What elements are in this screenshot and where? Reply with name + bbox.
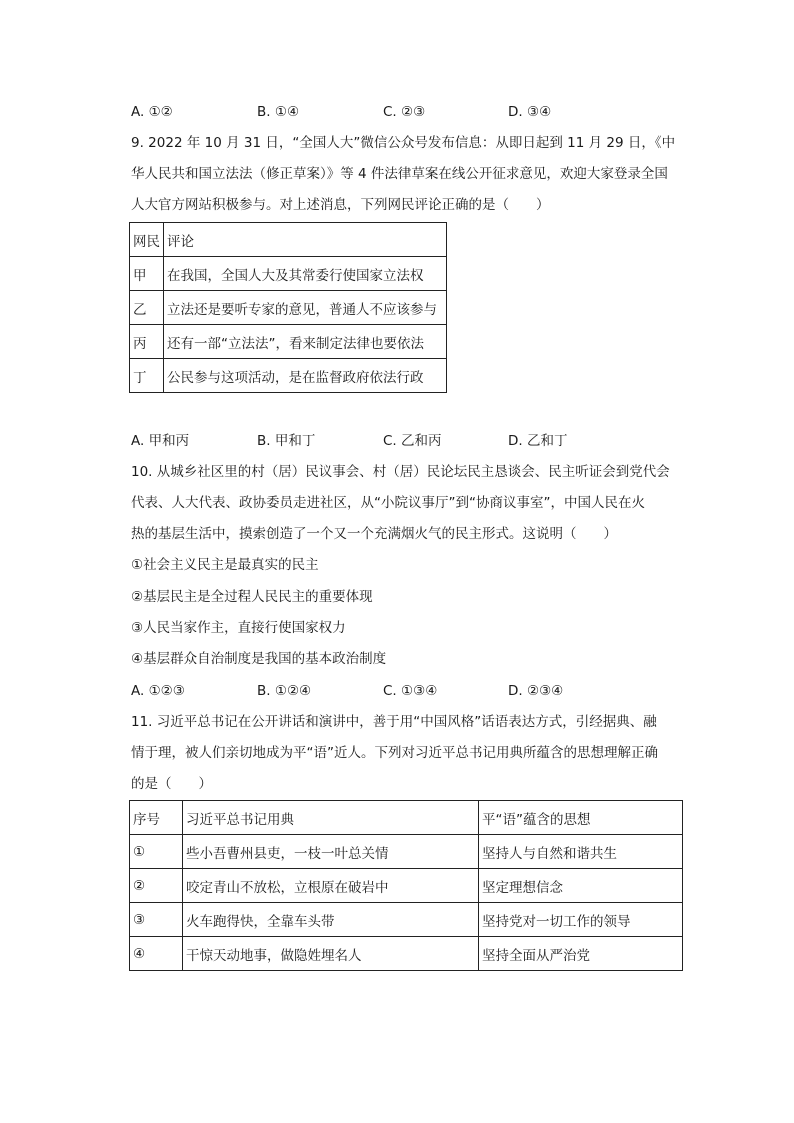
- header-cell-quote: 习近平总书记用典: [183, 801, 479, 835]
- number-cell: ③: [130, 903, 183, 937]
- comment-cell: 公民参与这项活动，是在监督政府依法行政: [164, 359, 447, 393]
- table-row: [130, 257, 447, 291]
- q10-statement-1: ①社会主义民主是最真实的民主: [131, 557, 319, 573]
- netizen-cell: 甲: [130, 257, 164, 291]
- q10-option-b: B. ①②④: [257, 683, 312, 699]
- q10-statement-4: ④基层群众自治制度是我国的基本政治制度: [131, 651, 387, 667]
- netizen-cell: 丁: [130, 359, 164, 393]
- q10-stem-line-1: 10. 从城乡社区里的村（居）民议事会、村（居）民论坛民主恳谈会、民主听证会到党代会: [131, 464, 670, 480]
- header-cell-number: 序号: [130, 801, 183, 835]
- q9-option-a: A. 甲和丙: [131, 433, 190, 449]
- idea-cell: 坚定理想信念: [479, 869, 683, 903]
- q9-option-c: C. 乙和丙: [383, 433, 442, 449]
- header-cell-comment: 评论: [164, 223, 447, 257]
- q10-statement-2: ②基层民主是全过程人民民主的重要体现: [131, 589, 373, 605]
- table-row: [130, 937, 683, 971]
- quote-cell: 火车跑得快，全靠车头带: [183, 903, 479, 937]
- comment-cell: 在我国，全国人大及其常委行使国家立法权: [164, 257, 447, 291]
- netizen-cell: 丙: [130, 325, 164, 359]
- table-row: [130, 291, 447, 325]
- idea-cell: 坚持党对一切工作的领导: [479, 903, 683, 937]
- idea-cell: 坚持人与自然和谐共生: [479, 835, 683, 869]
- q9-option-b: B. 甲和丁: [257, 433, 316, 449]
- q11-stem-line-3: 的是（ ）: [131, 776, 212, 792]
- quote-cell: 咬定青山不放松，立根原在破岩中: [183, 869, 479, 903]
- q10-option-d: D. ②③④: [508, 683, 564, 699]
- q9-comment-table: [129, 222, 447, 393]
- number-cell: ④: [130, 937, 183, 971]
- table-row: [130, 869, 683, 903]
- q9-stem-line-1: 9. 2022 年 10 月 31 日，“全国人大”微信公众号发布信息：从即日起到 11 月 29 日，《中: [131, 135, 676, 151]
- q9-stem-line-2: 华人民共和国立法法（修正草案）》等 4 件法律草案在线公开征求意见，欢迎大家登录全国: [131, 166, 668, 182]
- q10-stem-line-3: 热的基层生活中，摸索创造了一个又一个充满烟火气的民主形式。这说明（ ）: [131, 526, 617, 542]
- table-row: [130, 359, 447, 393]
- idea-cell: 坚持全面从严治党: [479, 937, 683, 971]
- q9-options: [131, 431, 651, 451]
- header-cell-idea: 平“语”蕴含的思想: [479, 801, 683, 835]
- table-header-row: [130, 223, 447, 257]
- q10-option-c: C. ①③④: [383, 683, 438, 699]
- q11-quote-table: [129, 800, 683, 971]
- number-cell: ①: [130, 835, 183, 869]
- q11-stem-line-1: 11. 习近平总书记在公开讲话和演讲中，善于用“中国风格”话语表达方式，引经据典、融: [131, 714, 657, 730]
- q8-option-b: B. ①④: [257, 104, 300, 120]
- q8-options: [131, 102, 651, 122]
- header-cell-netizen: 网民: [130, 223, 164, 257]
- q10-option-a: A. ①②③: [131, 683, 185, 699]
- q10-options: [131, 681, 651, 701]
- q9-option-d: D. 乙和丁: [508, 433, 568, 449]
- q9-stem-line-3: 人大官方网站积极参与。对上述消息，下列网民评论正确的是（ ）: [131, 197, 550, 213]
- quote-cell: 干惊天动地事，做隐姓埋名人: [183, 937, 479, 971]
- table-row: [130, 903, 683, 937]
- number-cell: ②: [130, 869, 183, 903]
- comment-cell: 还有一部“立法法”，看来制定法律也要依法: [164, 325, 447, 359]
- quote-cell: 些小吾曹州县吏，一枝一叶总关情: [183, 835, 479, 869]
- table-row: [130, 325, 447, 359]
- netizen-cell: 乙: [130, 291, 164, 325]
- table-row: [130, 835, 683, 869]
- table-header-row: [130, 801, 683, 835]
- q8-option-c: C. ②③: [383, 104, 426, 120]
- comment-cell: 立法还是要听专家的意见，普通人不应该参与: [164, 291, 447, 325]
- q11-stem-line-2: 情于理，被人们亲切地成为平“语”近人。下列对习近平总书记用典所蕴含的思想理解正确: [131, 745, 658, 761]
- q10-statement-3: ③人民当家作主，直接行使国家权力: [131, 620, 346, 636]
- q8-option-a: A. ①②: [131, 104, 173, 120]
- q8-option-d: D. ③④: [508, 104, 552, 120]
- q10-stem-line-2: 代表、人大代表、政协委员走进社区，从“小院议事厅”到“协商议事室”，中国人民在火: [131, 495, 645, 511]
